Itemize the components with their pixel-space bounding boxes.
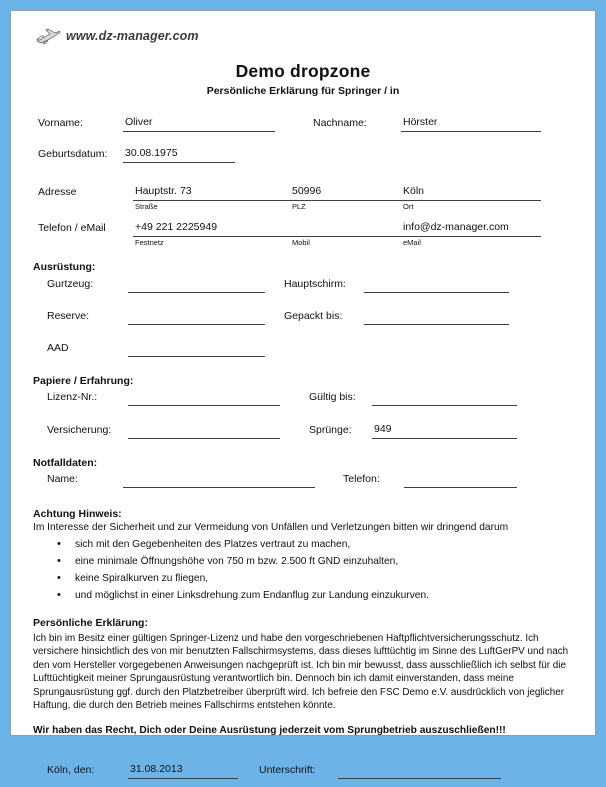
email-value[interactable]: info@dz-manager.com [403, 221, 509, 233]
notfall-telefon-input-line[interactable] [404, 487, 517, 488]
ort-sublabel: Ort [403, 202, 414, 211]
title-block [33, 61, 573, 97]
geburtsdatum-label: Geburtsdatum: [38, 148, 108, 160]
gurtzeug-input-line[interactable] [128, 292, 265, 293]
row-name [33, 114, 573, 140]
row-address [33, 183, 573, 213]
spruenge-value[interactable]: 949 [374, 423, 392, 435]
row-signature [33, 761, 573, 787]
mobil-sublabel: Mobil [292, 238, 310, 247]
row-emergency [33, 470, 573, 496]
declaration-text: Ich bin im Besitz einer gültigen Springer-Lizenz und habe den vorgeschriebenen Haftpflichtversicherungsschutz. Ich versichere hinsichtlich des von mir benutzten Fallschirmsystems, dass dieses lufttüchtig im Sinne des LuftGerPV und nach den vom Hersteller vorgegebenen Anweisungen nachgeprüft ist. Ich bin mir bewusst, dass ausschließlich ich selbst für die Lufttüchtigkeit meiner Sprungausrüstung verantwortlich bin. Dennoch bin ich damit einverstanden, dass meine Sprungausrüstung ggf. durch den Platzbetreiber überprüft wird. Ich befreie den FSC Demo e.V. ausdrücklich von jeglicher Haftung, die durch den Betrieb meines Fallschirms entstehen könnte. [33, 633, 569, 712]
gurtzeug-label: Gurtzeug: [47, 278, 94, 290]
nachname-input-line[interactable] [401, 131, 541, 132]
list-item: • keine Spiralkurven zu fliegen, [75, 570, 573, 587]
reserve-label: Reserve: [47, 310, 90, 322]
notfall-name-input-line[interactable] [123, 487, 315, 488]
aad-label: AAD [47, 342, 69, 354]
signature-date-input-line[interactable] [128, 778, 238, 779]
row-reserve [33, 307, 573, 333]
vorname-value[interactable]: Oliver [125, 116, 153, 128]
airplane-icon [35, 26, 61, 46]
adresse-label: Adresse [38, 186, 77, 198]
page-title: Demo dropzone [235, 61, 371, 81]
list-item: • und möglichst in einer Linksdrehung zum Endanflug zur Landung einzukurven. [75, 587, 573, 604]
logo-text: www.dz-manager.com [66, 29, 199, 43]
hauptschirm-input-line[interactable] [364, 292, 509, 293]
address-input-line[interactable] [133, 200, 541, 201]
ort-value[interactable]: Köln [403, 185, 425, 197]
gepackt-label: Gepackt bis: [284, 310, 343, 322]
spruenge-label: Sprünge: [309, 424, 352, 436]
festnetz-value[interactable]: +49 221 2225949 [135, 221, 218, 233]
notfall-name-label: Name: [47, 473, 78, 485]
declaration-statement: Wir haben das Recht, Dich oder Deine Ausrüstung jederzeit vom Sprungbetrieb auszuschließen!!! [33, 725, 506, 737]
plz-sublabel: PLZ [292, 202, 306, 211]
list-item: • sich mit den Gegebenheiten des Platzes vertraut zu machen, [75, 536, 573, 553]
logo [35, 23, 573, 49]
gueltig-label: Gültig bis: [309, 391, 356, 403]
row-birthdate [33, 145, 573, 171]
form-page [10, 10, 596, 777]
telefon-email-label: Telefon / eMail [38, 222, 106, 234]
section-equipment-heading: Ausrüstung: [33, 261, 96, 273]
contact-input-line[interactable] [133, 236, 541, 237]
nachname-value[interactable]: Hörster [403, 116, 438, 128]
row-insurance [33, 421, 573, 447]
page-subtitle: Persönliche Erklärung für Springer / in [206, 85, 400, 97]
unterschrift-input-line[interactable] [338, 778, 501, 779]
festnetz-sublabel: Festnetz [135, 238, 164, 247]
gueltig-input-line[interactable] [372, 405, 517, 406]
geburtsdatum-input-line[interactable] [123, 162, 235, 163]
aad-input-line[interactable] [128, 356, 265, 357]
section-emergency-heading: Notfalldaten: [33, 457, 98, 469]
strasse-sublabel: Straße [135, 202, 158, 211]
row-contact [33, 219, 573, 249]
notice-heading: Achtung Hinweis: [33, 508, 122, 520]
hauptschirm-label: Hauptschirm: [284, 278, 346, 290]
plz-value[interactable]: 50996 [292, 185, 322, 197]
versicherung-label: Versicherung: [47, 424, 112, 436]
notfall-telefon-label: Telefon: [343, 473, 380, 485]
declaration-heading: Persönliche Erklärung: [33, 617, 148, 629]
notice-bullet-list [33, 536, 573, 604]
strasse-value[interactable]: Hauptstr. 73 [135, 185, 192, 197]
signature-date-value[interactable]: 31.08.2013 [130, 763, 183, 776]
email-sublabel: eMail [403, 238, 421, 247]
geburtsdatum-value[interactable]: 30.08.1975 [125, 147, 178, 159]
nachname-label: Nachname: [313, 117, 367, 129]
lizenz-label: Lizenz-Nr.: [47, 391, 98, 403]
row-gurtzeug [33, 275, 573, 301]
gepackt-input-line[interactable] [364, 324, 509, 325]
ort-den-label: Köln, den: [47, 764, 95, 777]
lizenz-input-line[interactable] [128, 405, 280, 406]
section-papers-heading: Papiere / Erfahrung: [33, 375, 134, 387]
row-license [33, 388, 573, 414]
row-aad [33, 339, 573, 365]
notice-intro: Im Interesse der Sicherheit und zur Vermeidung von Unfällen und Verletzungen bitten wir dringend darum [33, 522, 509, 533]
vorname-label: Vorname: [38, 117, 83, 129]
list-item: • eine minimale Öffnungshöhe von 750 m bzw. 2.500 ft GND einzuhalten, [75, 553, 573, 570]
vorname-input-line[interactable] [123, 131, 275, 132]
unterschrift-label: Unterschrift: [259, 764, 316, 777]
versicherung-input-line[interactable] [128, 438, 280, 439]
reserve-input-line[interactable] [128, 324, 265, 325]
spruenge-input-line[interactable] [372, 438, 517, 439]
